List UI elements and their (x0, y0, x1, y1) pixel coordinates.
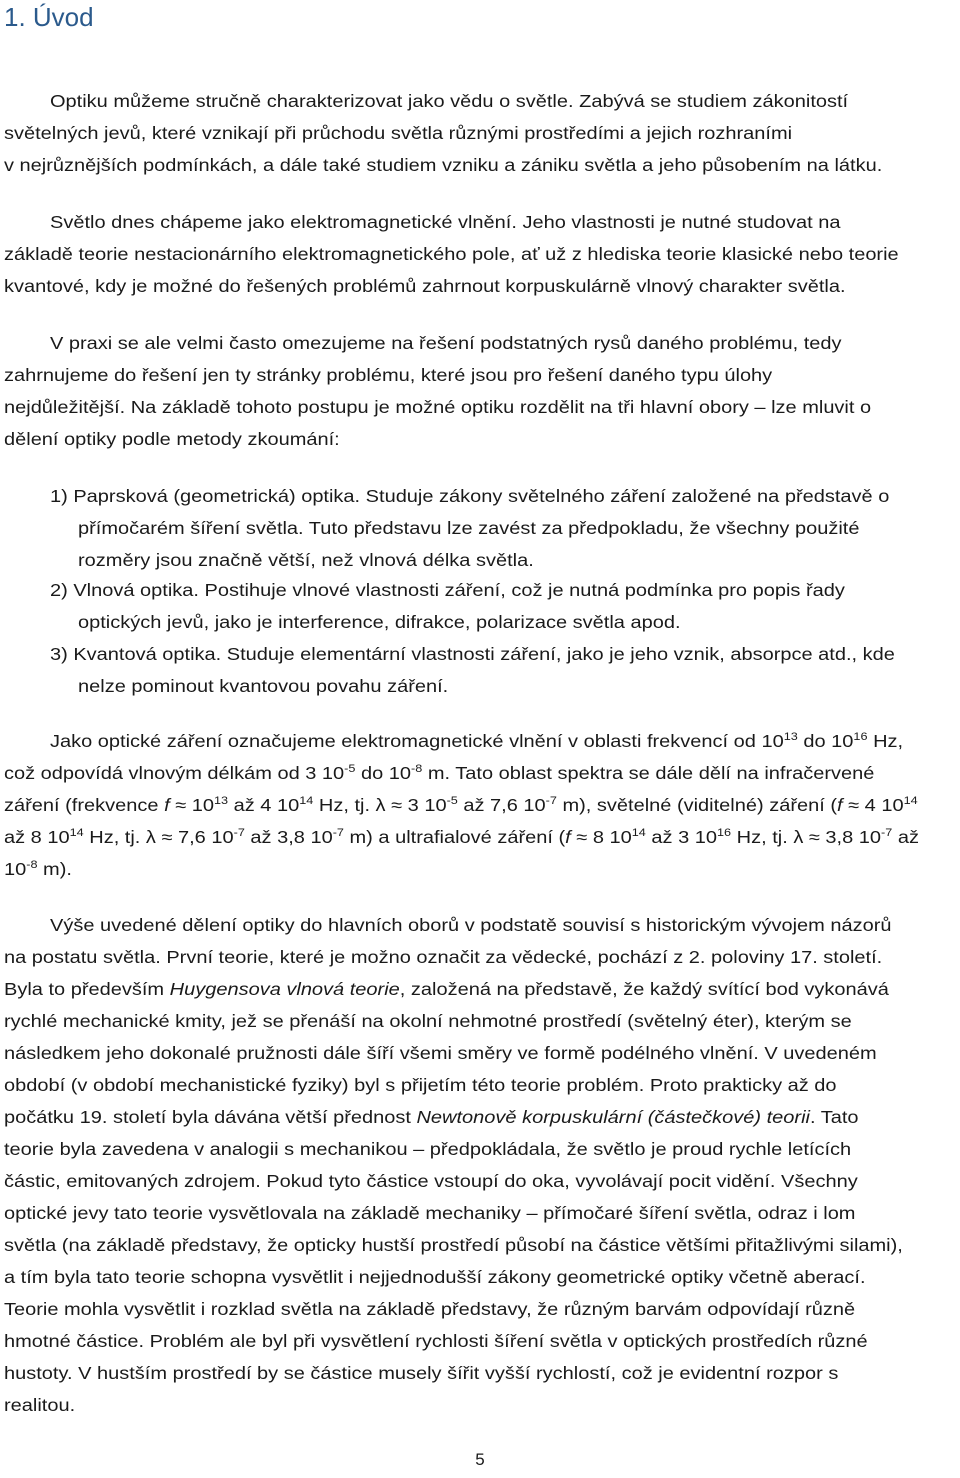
text-run: až 4 10 (228, 795, 300, 815)
text-run: nejdůležitější. Na základě tohoto postupu je možné optiku rozdělit na tři hlavní obory – lze mluvit o (4, 397, 872, 417)
text-run: Hz, tj. λ ≈ 7,6 10 (83, 827, 234, 847)
text-line (4, 1393, 75, 1417)
superscript: -7 (233, 827, 245, 840)
superscript: -8 (26, 859, 38, 872)
text-run: částic, emitovaných zdrojem. Pokud tyto částice vstoupí do oka, vyvolávají pocit vidění. Všechny (4, 1171, 858, 1191)
text-run: ≈ 10 (169, 795, 214, 815)
text-run: v nejrůznějších podmínkách, a dále také studiem vzniku a zániku světla a jeho působením na látku. (4, 155, 883, 175)
section-heading: 1. Úvod (4, 2, 94, 32)
superscript: -5 (446, 795, 458, 808)
text-run: f (164, 795, 170, 815)
superscript: 14 (69, 827, 84, 840)
text-run: do 10 (355, 763, 412, 783)
text-run: až (892, 827, 919, 847)
text-run: optické jevy tato teorie vysvětlovala na základě mechaniky – přímočaré šíření světla, odraz i lom (4, 1203, 856, 1223)
text-line (4, 1329, 868, 1353)
text-run: teorie byla zavedena v analogii s mechanikou – předpokládala, že světlo je proud rychle letících (4, 1139, 852, 1159)
text-run: počátku 19. století byla dávána větší přednost (4, 1107, 417, 1127)
text-run: až 3 10 (645, 827, 718, 847)
text-line (50, 89, 848, 113)
text-run: Huygensova vlnová teorie (169, 979, 400, 999)
text-run: zahrnujeme do řešení jen ty stránky problému, které jsou pro řešení daného typu úlohy (4, 365, 773, 385)
text-line (4, 427, 340, 451)
superscript: -5 (344, 763, 356, 776)
text-line (4, 274, 846, 298)
text-run: přímočarém šíření světla. Tuto představu lze zavést za předpokladu, že všechny použité (78, 518, 860, 538)
text-run: světelných jevů, které vznikají při průchodu světla různými prostředími a jejich rozhraními (4, 123, 793, 143)
text-run: m), světelné (viditelné) záření ( (556, 795, 838, 815)
text-run: Výše uvedené dělení optiky do hlavních oborů v podstatě souvisí s historickým vývojem názorů (50, 915, 892, 935)
text-line (4, 825, 919, 849)
text-line (4, 1361, 838, 1385)
text-line (78, 516, 859, 540)
text-run: rozměry jsou značně větší, než vlnová délka světla. (78, 550, 534, 570)
text-line (50, 913, 892, 937)
text-line (78, 674, 448, 698)
superscript: 14 (903, 795, 918, 808)
text-line (78, 610, 681, 634)
text-line (4, 1233, 903, 1257)
text-run: hustoty. V hustším prostředí by se částice musely šířit vyšší rychlostí, což je evidentní rozpor s (4, 1363, 839, 1383)
text-run: 3) Kvantová optika. Studuje elementární vlastnosti záření, jako je jeho vznik, absorpce atd., kde (50, 644, 895, 664)
text-run: záření (frekvence (4, 795, 165, 815)
text-run: f (565, 827, 571, 847)
text-run: Světlo dnes chápeme jako elektromagnetické vlnění. Jeho vlastnosti je nutné studovat na (50, 212, 841, 232)
text-run: m. Tato oblast spektra se dále dělí na infračervené (422, 763, 875, 783)
text-run: následkem jeho dokonalé pružnosti dále šíří všemi směry ve formě podélného vlnění. V uvedeném (4, 1043, 877, 1063)
text-line (4, 1265, 866, 1289)
text-run: do 10 (797, 731, 854, 751)
text-run: období (v období mechanistické fyziky) byl s přijetím této teorie problém. Proto prakticky až do (4, 1075, 837, 1095)
text-run: což odpovídá vlnovým délkám od 3 10 (4, 763, 345, 783)
text-run: Newtonově korpuskulární (částečkové) teorii (416, 1107, 810, 1127)
text-line (4, 242, 899, 266)
superscript: -7 (332, 827, 344, 840)
superscript: -8 (411, 763, 423, 776)
superscript: 16 (853, 731, 868, 744)
text-line (50, 729, 903, 753)
text-run: ≈ 4 10 (842, 795, 904, 815)
text-run: až 7,6 10 (457, 795, 546, 815)
text-run: a tím byla tato teorie schopna vysvětlit i nejjednodušší zákony geometrické optiky včetně aberací. (4, 1267, 866, 1287)
page-number: 5 (475, 1450, 485, 1469)
text-run: f (837, 795, 843, 815)
text-line (4, 1297, 855, 1321)
text-run: Optiku můžeme stručně charakterizovat jako vědu o světle. Zabývá se studiem zákonitostí (50, 91, 849, 111)
text-line (4, 1169, 858, 1193)
superscript: 14 (299, 795, 314, 808)
superscript: 13 (213, 795, 229, 808)
text-run: až 3,8 10 (244, 827, 333, 847)
text-line (4, 857, 72, 881)
text-run: ≈ 8 10 (570, 827, 632, 847)
text-line (4, 1137, 851, 1161)
text-run: na postatu světla. První teorie, které je možno označit za vědecké, pochází z 2. poloviny 17. století. (4, 947, 883, 967)
text-line (50, 484, 889, 508)
text-run: hmotné částice. Problém ale byl při vysvětlení rychlosti šíření světla v optických prostředích různé (4, 1331, 868, 1351)
text-line (4, 121, 792, 145)
text-run: realitou. (4, 1395, 76, 1415)
text-run: Byla to především (4, 979, 170, 999)
text-line (4, 761, 874, 785)
text-line (50, 210, 840, 234)
text-line (4, 1073, 837, 1097)
text-run: základě teorie nestacionárního elektromagnetického pole, ať už z hlediska teorie klasické nebo teorie (4, 244, 899, 264)
text-run: dělení optiky podle metody zkoumání: (4, 429, 340, 449)
text-run: až 8 10 (4, 827, 70, 847)
text-line (4, 1009, 852, 1033)
text-run: Jako optické záření označujeme elektromagnetické vlnění v oblasti frekvencí od 10 (50, 731, 784, 751)
text-line (4, 1041, 877, 1065)
superscript: -7 (545, 795, 557, 808)
text-line (4, 977, 889, 1001)
text-run: rychlé mechanické kmity, jež se přenáší na okolní nehmotné prostředí (světelný éter), kterým se (4, 1011, 852, 1031)
text-run: světla (na základě představy, že opticky hustší prostředí působí na částice většími přitažlivými silami), (4, 1235, 903, 1255)
superscript: -7 (881, 827, 893, 840)
text-line (4, 363, 772, 387)
text-run: , založená na představě, že každý svítící bod vykonává (399, 979, 889, 999)
text-line (4, 793, 918, 817)
text-run: kvantové, kdy je možné do řešených problémů zahrnout korpuskulárně vlnový charakter světla. (4, 276, 846, 296)
text-run: 1) Paprsková (geometrická) optika. Studuje zákony světelného záření založené na představě o (50, 486, 890, 506)
text-run: nelze pominout kvantovou povahu záření. (78, 676, 449, 696)
text-line (4, 153, 882, 177)
text-run: Teorie mohla vysvětlit i rozklad světla na základě představy, že různým barvám odpovídají různě (4, 1299, 856, 1319)
text-line (4, 945, 882, 969)
text-line (4, 395, 871, 419)
text-line (78, 548, 534, 572)
text-run: m) a ultrafialové záření ( (343, 827, 566, 847)
text-run: 10 (4, 859, 27, 879)
text-run: m). (37, 859, 72, 879)
text-line (50, 331, 842, 355)
superscript: 14 (631, 827, 646, 840)
superscript: 16 (717, 827, 732, 840)
text-run: . Tato (809, 1107, 859, 1127)
text-run: V praxi se ale velmi často omezujeme na řešení podstatných rysů daného problému, tedy (50, 333, 842, 353)
text-line (4, 1105, 859, 1129)
text-line (4, 1201, 855, 1225)
superscript: 13 (783, 731, 798, 744)
text-line (50, 578, 845, 602)
text-run: 2) Vlnová optika. Postihuje vlnové vlastnosti záření, což je nutná podmínka pro popis řady (50, 580, 845, 600)
text-run: Hz, tj. λ ≈ 3,8 10 (731, 827, 882, 847)
text-run: optických jevů, jako je interference, difrakce, polarizace světla apod. (78, 612, 681, 632)
text-line (50, 642, 895, 666)
text-run: Hz, tj. λ ≈ 3 10 (313, 795, 447, 815)
text-run: Hz, (867, 731, 904, 751)
